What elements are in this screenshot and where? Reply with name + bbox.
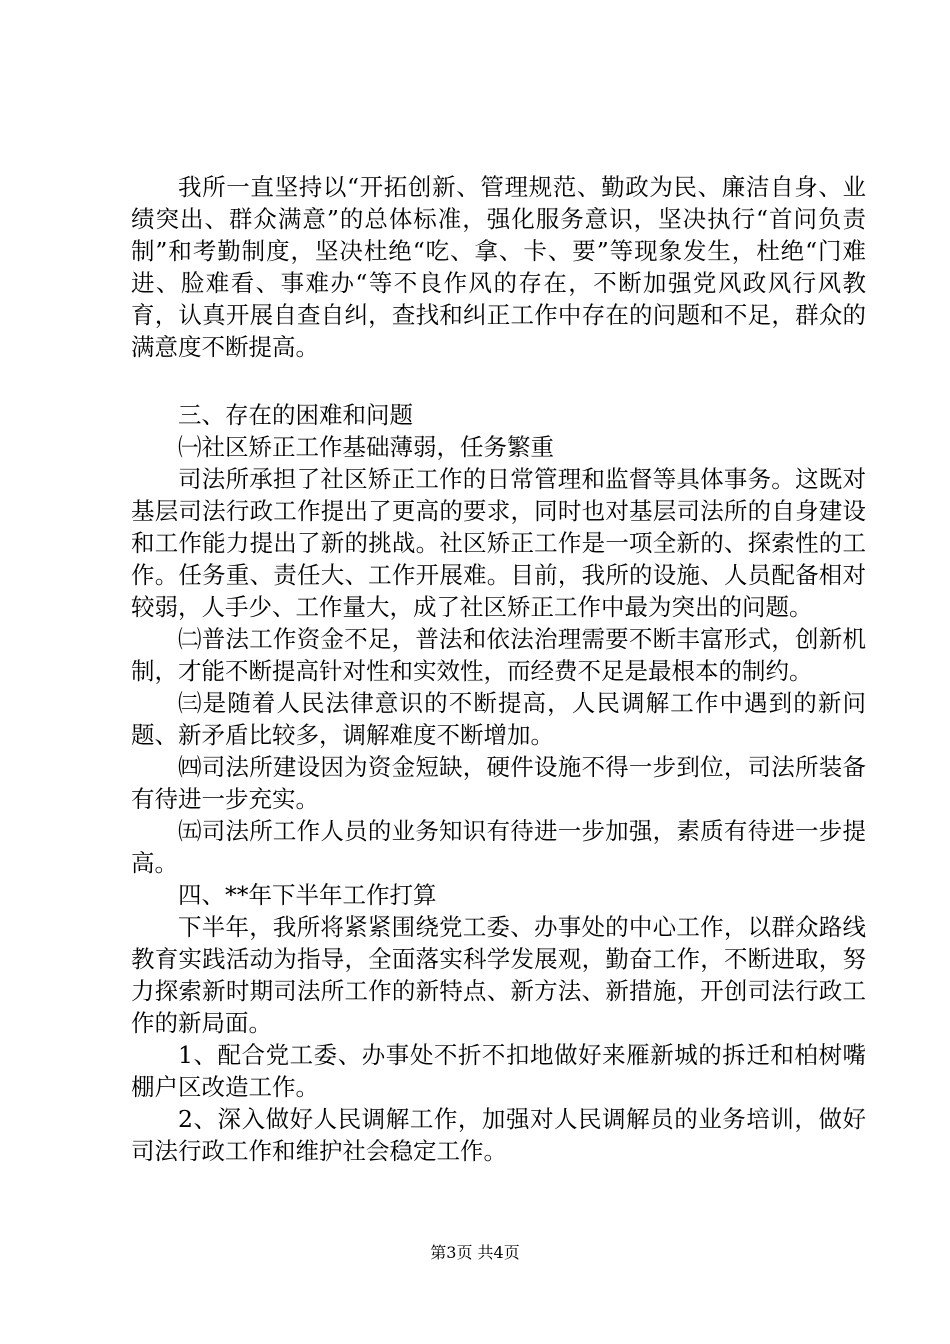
document-body — [131, 171, 866, 1167]
paragraph-mediation: ㈢是随着人民法律意识的不断提高，人民调解工作中遇到的新问题、新矛盾比较多，调解难度不断增加。 — [131, 689, 866, 749]
section-heading-plan: 四、**年下半年工作打算 — [178, 881, 437, 909]
list-item-1: 1、配合党工委、办事处不折不扣地做好来雁新城的拆迁和柏树嘴棚户区改造工作。 — [131, 1041, 866, 1101]
paragraph-facilities: ㈣司法所建设因为资金短缺，硬件设施不得一步到位，司法所装备有待进一步充实。 — [131, 753, 866, 813]
paragraph-community-correction: 司法所承担了社区矫正工作的日常管理和监督等具体事务。这既对基层司法行政工作提出了更高的要求，同时也对基层司法所的自身建设和工作能力提出了新的挑战。社区矫正工作是一项全新的、探索性的工作。任务重、责任大、工作开展难。目前，我所的设施、人员配备相对较弱，人手少、工作量大，成了社区矫正工作中最为突出的问题。 — [131, 465, 866, 621]
paragraph-commitment: 我所一直坚持以“开拓创新、管理规范、勤政为民、廉洁自身、业绩突出、群众满意”的总体标准，强化服务意识，坚决执行“首问负责制”和考勤制度，坚决杜绝“吃、拿、卡、要”等现象发生，杜绝“门难进、脸难看、事难办“等不良作风的存在，不断加强党风政风行风教育，认真开展自查自纠，查找和纠正工作中存在的问题和不足，群众的满意度不断提高。 — [131, 173, 866, 361]
paragraph-legal-education-funding: ㈡普法工作资金不足，普法和依法治理需要不断丰富形式，创新机制，才能不断提高针对性和实效性，而经费不足是最根本的制约。 — [131, 625, 866, 685]
list-item-2: 2、深入做好人民调解工作，加强对人民调解员的业务培训，做好司法行政工作和维护社会稳定工作。 — [131, 1105, 866, 1165]
subheading-community-correction: ㈠社区矫正工作基础薄弱，任务繁重 — [178, 433, 554, 461]
paragraph-plan-intro: 下半年，我所将紧紧围绕党工委、办事处的中心工作，以群众路线教育实践活动为指导，全面落实科学发展观，勤奋工作，不断进取，努力探索新时期司法所工作的新特点、新方法、新措施，开创司法行政工作的新局面。 — [131, 913, 866, 1037]
paragraph-gap — [131, 363, 866, 399]
paragraph-staff-quality: ㈤司法所工作人员的业务知识有待进一步加强，素质有待进一步提高。 — [131, 817, 866, 877]
section-heading-difficulties: 三、存在的困难和问题 — [178, 401, 413, 429]
page-number: 第3页 共4页 — [430, 1243, 520, 1262]
